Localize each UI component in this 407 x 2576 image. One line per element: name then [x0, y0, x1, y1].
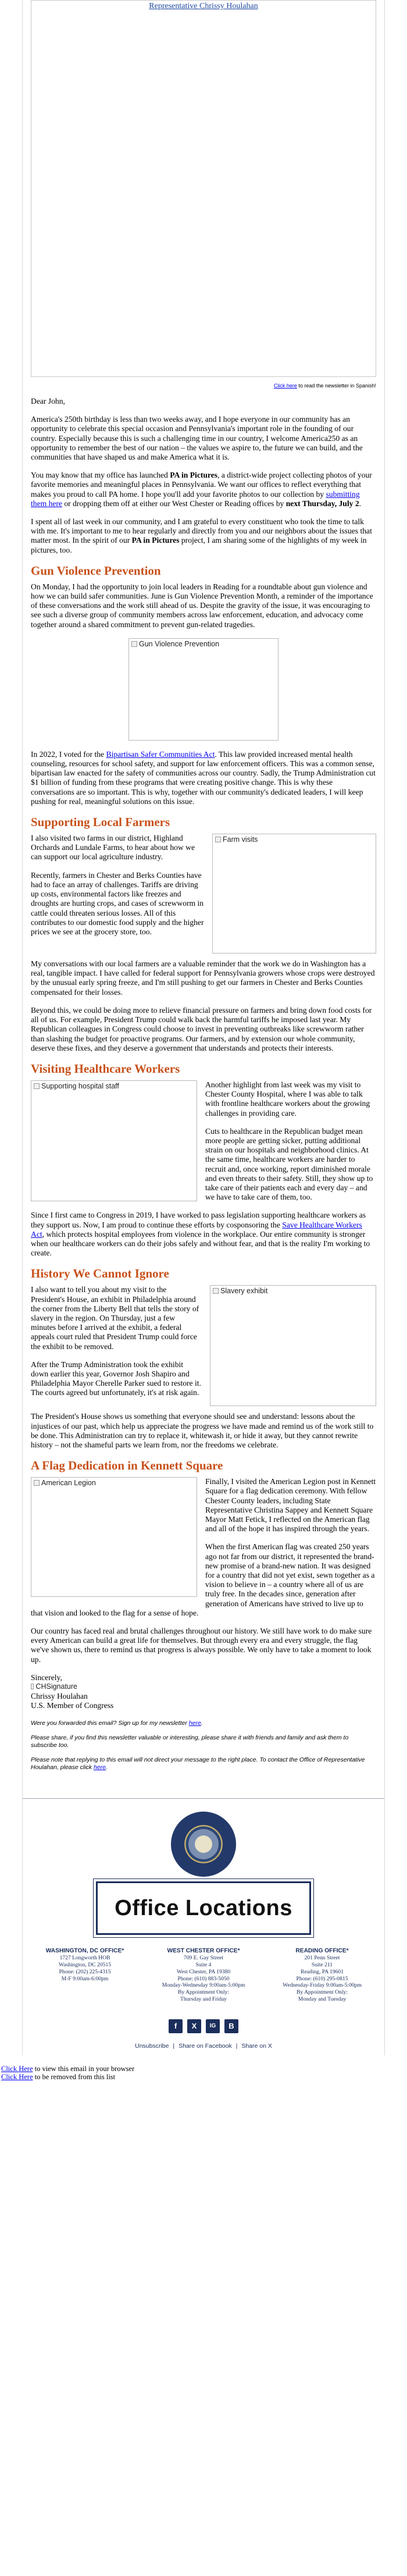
healthcare-heading: Visiting Healthcare Workers — [31, 1061, 180, 1076]
submit-photos-link[interactable]: submitting them here — [31, 489, 360, 508]
reply-note: Please note that replying to this email will not direct your message to the right place. To contact the Office of Representative Houlahan, please click here. — [31, 1756, 365, 1771]
farm-visits-image: Farm visits — [212, 834, 376, 953]
farmers-heading: Supporting Local Farmers — [31, 815, 170, 830]
newsletter-body — [23, 397, 384, 1789]
flag-paragraph-1: Finally, I visited the American Legion post in Kennett Square for a flag dedication ceremony. With fellow Chester County leaders, including State Representative Christina Sappey and Kennett Square Mayor Matt Fetick, I reflected on the American flag and all of the hope it has inspired through the years. — [205, 1477, 376, 1533]
flag-paragraph-3: Our country has faced real and brutal challenges throughout our history. We still have work to do make sure every American can build a great life for themselves. But through every era and every struggle, the flag we've shown us, there to remind us that progress is always possible. We only have to take a moment to look up. — [31, 1627, 372, 1664]
safer-communities-link[interactable]: Bipartisan Safer Communities Act — [106, 749, 215, 759]
office-list — [23, 1948, 384, 2002]
save-healthcare-workers-link[interactable]: Save Healthcare Workers Act — [31, 1220, 362, 1239]
office-locations-banner — [96, 1881, 311, 1935]
farmers-paragraph-2: Recently, farmers in Chester and Berks Counties have had to face an array of challenges. Tariffs are driving up costs, environmental factors like freezes and droughts are hurting crops, and cases of screwworm in cattle could threaten serious losses. All of this contributes to our domestic food supply and the higher prices we see at the grocery store, too. — [31, 870, 204, 936]
congressional-seal-icon — [171, 1812, 236, 1877]
intro-paragraph-3: I spent all of last week in our community, and I am grateful to every constituent who took the time to talk with me. It's important to me to hear regularly and directly from you and our neighbors about the issues that matter most. In the spirit of our PA in Pictures project, I am sharing some of the highlights of my week in pictures, too. — [31, 517, 372, 554]
unsubscribe-link[interactable]: Unsubscribe — [135, 2042, 169, 2050]
remove-from-list: Click Here to be removed from this list — [1, 2072, 116, 2081]
x-icon[interactable]: X — [187, 2019, 201, 2033]
signup-link[interactable]: here — [188, 1720, 201, 1727]
intro-paragraph-2: You may know that my office has launched PA in Pictures, a district-wide project collecting photos of your favorite memories and meaningful places in Pennsylvania. We want our offices to reflect everything that makes you proud to call PA home. I hope you'll add your favorite photos to our collection by submitting them here or dropping them off at either our West Chester or Reading offices by next Thursday, July 2. — [31, 471, 372, 508]
share-x-link[interactable]: Share on X — [241, 2042, 272, 2050]
remove-link[interactable]: Click Here — [1, 2072, 33, 2081]
office-west-chester: WEST CHESTER OFFICE* 709 E. Gay Street Suite 4 West Chester, PA 19380 Phone: (610) 883-5050 Monday-Wednesday 9:00am-5:00pm By Appointment Only: Thursday and Friday — [162, 1948, 245, 2003]
greeting: Dear John, — [31, 397, 65, 405]
signature-image: CHSignature — [31, 1682, 77, 1692]
contact-link[interactable]: here — [93, 1764, 106, 1771]
farmers-paragraph-4: Beyond this, we could be doing more to relieve financial pressure on farmers and bring down food costs for all of us. For example, President Trump could walk back the harmful tariffs he imposed last year. My Republican colleagues in Congress could choose to invest in preventing outbreaks like screwworm rather than slashing the budget for proactive programs. Our farmers, and by extension our whole community, deserve these fixes, and they deserve a government that understands and protects their interests. — [31, 1005, 372, 1052]
facebook-icon[interactable]: f — [169, 2019, 183, 2033]
gun-paragraph-1: On Monday, I had the opportunity to join local leaders in Reading for a roundtable about gun violence and how we can build safer communities. June is Gun Violence Prevention Month, a reminder of the importance of these conversations and the work still ahead of us. Despite the gravity of the issue, it was encouraging to see such a diverse group of community members across law enforcement, education, and advocacy come together around a shared commitment to prevent gun-related tragedies. — [31, 582, 373, 629]
header-banner-image — [31, 0, 376, 377]
farmers-paragraph-1: I also visited two farms in our district, Highland Orchards and Lundale Farms, to hear about how we can support our local agriculture industry. — [31, 834, 195, 862]
broken-image-icon — [215, 837, 221, 842]
social-links — [23, 2019, 384, 2033]
flag-paragraph-2: When the first American flag was created 250 years ago not far from our district, it represented the brand-new promise of a brand-new nation. It was designed for a country that did not yet exist, sewn together as a vision to believe in – a country where all of us are truly free. In the decades since, generation after generation of Americans have strived to live up to that vision and looked to the flag for a sense of hope. — [31, 1542, 375, 1617]
view-in-browser-link[interactable]: Click Here — [1, 2064, 33, 2073]
history-heading: History We Cannot Ignore — [31, 1266, 169, 1281]
flag-heading: A Flag Dedication in Kennett Square — [31, 1458, 223, 1473]
broken-image-icon — [131, 641, 137, 647]
history-paragraph-1: I also want to tell you about my visit to the President's House, an exhibit in Philadelphia around the corner from the Liberty Bell that tells the story of slavery in the region. On Thursday, just a few minutes before I arrived at the exhibit, a federal appeals court ruled that President Trump could force the exhibit to be removed. — [31, 1285, 199, 1351]
broken-image-icon — [34, 1480, 40, 1486]
gun-paragraph-2: In 2022, I voted for the Bipartisan Safer Communities Act. This law provided increased mental health counseling, resources for school safety, and support for law enforcement officers. This was a common sense, bipartisan law enacted for the safety of communities across our country. Sadly, the Trump Administration cut $1 billion of funding from these programs that were creating positive change. This is why these conversations are so important. This is why, together with our community's dedicated leaders, I will keep pushing for real, meaningful solutions on this issue. — [31, 749, 376, 806]
slavery-exhibit-image: Slavery exhibit — [210, 1285, 376, 1406]
footer-links: Unsubscribe | Share on Facebook | Share on X — [135, 2042, 272, 2050]
office-reading: READING OFFICE* 201 Penn Street Suite 211 Reading, PA 19601 Phone: (610) 295-0815 Wednesday-Friday 9:00am-5:00pm By Appointment Only: Monday and Tuesday — [283, 1948, 362, 2003]
signoff — [31, 1673, 376, 1711]
instagram-icon[interactable]: IG — [206, 2019, 220, 2033]
history-paragraph-2: After the Trump Administration took the exhibit down earlier this year, Governor Josh Shapiro and Philadelphia Mayor Cherelle Parker sued to restore it. The courts agreed but unfortunately, it's at risk again. — [31, 1360, 201, 1397]
spanish-link[interactable]: Click here — [273, 383, 297, 389]
american-legion-image: American Legion — [31, 1477, 197, 1597]
header-banner-alt: Representative Chrissy Houlahan — [149, 2, 258, 10]
healthcare-paragraph-3: Since I first came to Congress in 2019, I have worked to pass legislation supporting healthcare workers as they support us. Now, I am proud to continue these efforts by cosponsoring the Save Healthcare Workers Act, which protects hospital employees from violence in the workplace. Our entire community is stronger when our healthcare workers can do their jobs safely and without fear, and that is the reality I'm working to create. — [31, 1211, 370, 1258]
broken-image-icon — [31, 1684, 34, 1689]
forwarded-note: Were you forwarded this email? Sign up for my newsletter here. — [31, 1720, 203, 1727]
view-in-browser: Click Here to view this email in your browser — [1, 2064, 135, 2073]
share-facebook-link[interactable]: Share on Facebook — [178, 2042, 232, 2050]
farmers-paragraph-3: My conversations with our local farmers are a valuable reminder that the work we do in Washington has a real, tangible impact. I have called for federal support for Pennsylvania growers whose crops were destroyed by the unusual early spring freeze, and I'm still pushing to get our farmers in Chester and Berks Counties compensated for their losses. — [31, 959, 375, 997]
gun-heading: Gun Violence Prevention — [31, 563, 161, 578]
hospital-staff-image: Supporting hospital staff — [31, 1080, 197, 1201]
spanish-notice: Click here to read the newsletter in Spanish! — [273, 383, 376, 389]
signoff-title: U.S. Member of Congress — [31, 1701, 114, 1710]
intro-paragraph-1: America's 250th birthday is less than two weeks away, and I hope everyone in our community has an opportunity to celebrate this special occasion and Pennsylvania's important role in the founding of our country. Especially because this is such a challenging time in our country, I welcome America250 as an opportunity to remember the best of our nation – the values we aspire to, the future we can build, and the communities that have shaped us and make America what it is. — [31, 415, 363, 462]
history-paragraph-3: The President's House shows us something that everyone should see and understand: lessons about the injustices of our past, which help us appreciate the progress we have made and remind us of the work still to be done. This Administration can try to replace it, whitewash it, or hide it away, but they cannot rewrite history – not the shameful parts we learn from, nor the freedoms we celebrate. — [31, 1412, 374, 1449]
gun-violence-image: Gun Violence Prevention — [128, 638, 279, 741]
broken-image-icon — [213, 1288, 219, 1294]
signoff-name: Chrissy Houlahan — [31, 1692, 88, 1701]
email-container — [22, 0, 385, 2055]
bluesky-icon[interactable]: B — [224, 2019, 238, 2033]
bottom-links — [0, 2055, 407, 2081]
healthcare-paragraph-2: Cuts to healthcare in the Republican budget mean more people are getting sicker, putting additional strain on our hospitals and neighborhood clinics. At the same time, healthcare workers are harder to recruit and, once working, report diminished morale and even threats to their safety. Still, they show up to take care of their patients each and every day – and we have to take care of them, too. — [205, 1126, 373, 1202]
sincerely: Sincerely, — [31, 1673, 62, 1682]
broken-image-icon — [34, 1083, 40, 1089]
footer — [23, 1799, 384, 2055]
office-locations-heading: Office Locations — [115, 1895, 292, 1920]
share-note: Please share, if you find this newsletter valuable or interesting, please share it with friends and family and ask them to subscribe too. — [31, 1734, 349, 1749]
healthcare-paragraph-1: Another highlight from last week was my visit to Chester County Hospital, where I was able to talk with frontline healthcare workers about the growing challenges in providing care. — [205, 1080, 370, 1118]
office-washington: WASHINGTON, DC OFFICE* 1727 Longworth HOB Washington, DC 20515 Phone: (202) 225-4315 M-F 9:00am-6:00pm — [45, 1948, 124, 1982]
